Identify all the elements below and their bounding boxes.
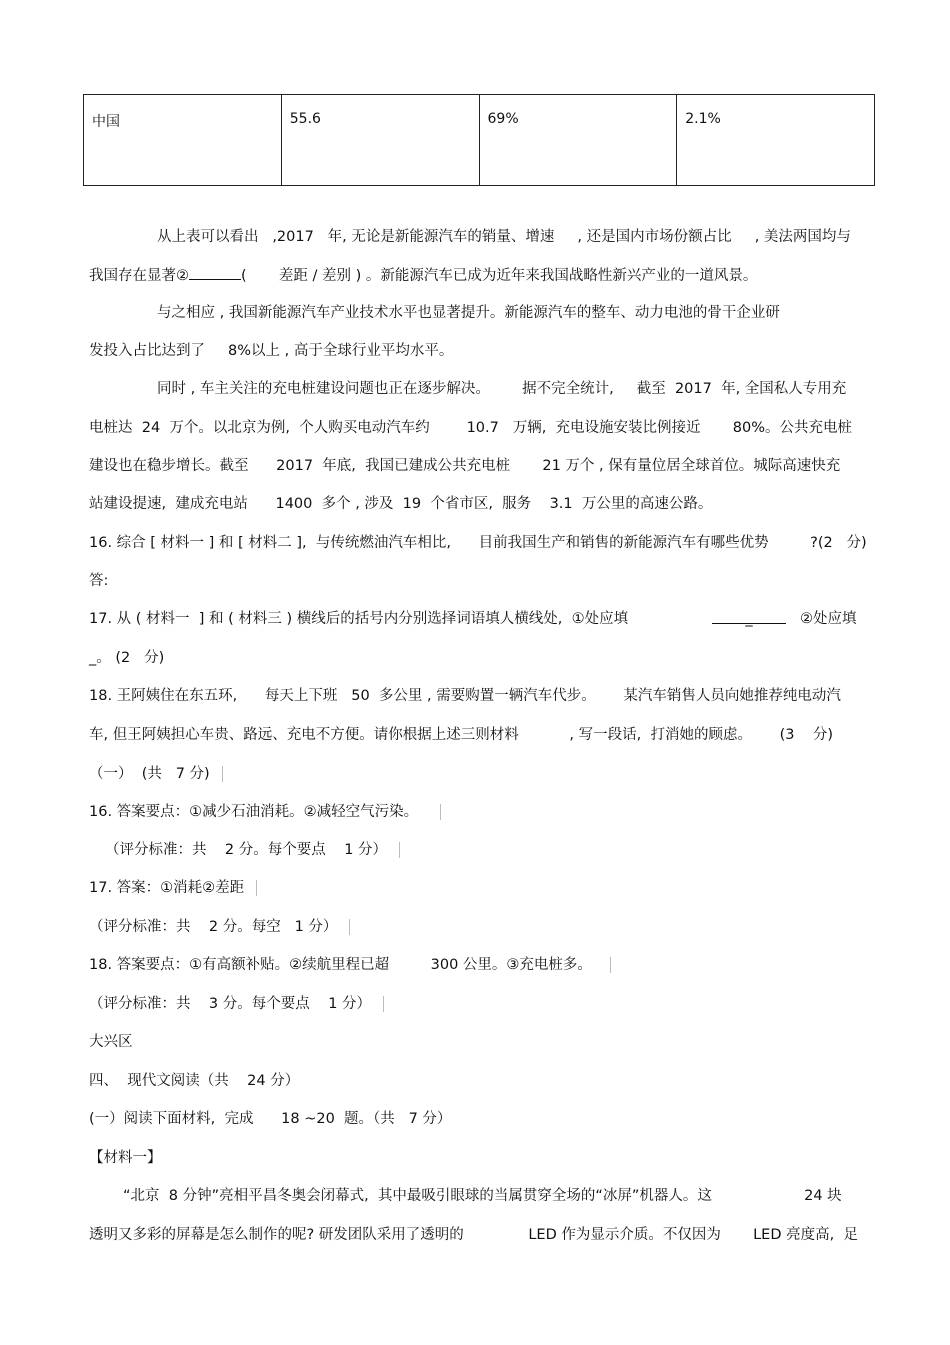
answer-16-text: 16. 答案要点：①减少石油消耗。②减轻空气污染。 (89, 804, 441, 820)
fill-blank (189, 265, 241, 280)
answer-section (89, 764, 223, 784)
answer-18-text: 18. 答案要点：①有高额补贴。②续航里程已超 300 公里。③充电桩多。 (89, 957, 611, 973)
paragraph-line: 站建设提速, 建成充电站 1400 多个 , 涉及 19 个省市区, 服务 3.1 万公里的高速公路。 (89, 496, 713, 512)
table-cell: 55.6 (281, 95, 479, 186)
subsection-heading: (一）阅读下面材料, 完成 18 ~20 题。（共 7 分） (89, 1111, 452, 1127)
question-18: 车, 但王阿姨担心车贵、路远、充电不方便。请你根据上述三则材料 , 写一段话, 打消她的顾虑。 (3 分) (89, 727, 834, 743)
paragraph-line: 与之相应 , 我国新能源汽车产业技术水平也显著提升。新能源汽车的整车、动力电池的骨干企业研 (157, 305, 780, 321)
paragraph-line: “北京 8 分钟”亮相平昌冬奥会闭幕式, 其中最吸引眼球的当属贯穿全场的“冰屏”机器人。这 24 块 (123, 1188, 842, 1204)
answer-18-standard (89, 994, 384, 1014)
material-label: 【材料一】 (89, 1150, 162, 1166)
question-16: 16. 综合 [ 材料一 ] 和 [ 材料二 ], 与传统燃油汽车相比, 目前我国生产和销售的新能源汽车有哪些优势 ?(2 分) (89, 535, 867, 551)
paragraph-line: 同时 , 车主关注的充电桩建设问题也正在逐步解决。 据不完全统计, 截至 2017 年, 全国私人专用充 (157, 381, 847, 397)
answer-16 (89, 802, 441, 822)
answer-17 (89, 878, 257, 898)
answer-section-label: （一） (共 7 分) (89, 766, 223, 782)
district-label: 大兴区 (89, 1034, 133, 1050)
answer-label: 答: (89, 573, 109, 589)
paragraph-text: 我国存在显著② (89, 268, 189, 284)
table-cell: 69% (479, 95, 677, 186)
table-row (84, 95, 875, 186)
paragraph-line: 透明又多彩的屏幕是怎么制作的呢? 研发团队采用了透明的 LED 作为显示介质。不仅因为 LED 亮度高, 足 (89, 1227, 858, 1243)
table-cell: 中国 (84, 95, 282, 186)
fill-blank: _ (712, 609, 786, 629)
paragraph-line: 发投入占比达到了 8%以上 , 高于全球行业平均水平。 (89, 343, 454, 359)
question-18: 18. 王阿姨住在东五环, 每天上下班 50 多公里 , 需要购置一辆汽车代步。 某汽车销售人员向她推荐纯电动汽 (89, 688, 841, 704)
question-17: 17. 从 ( 材料一 ] 和 ( 材料三 ) 横线后的括号内分别选择词语填人横线处, ①处应填 (89, 611, 629, 627)
question-17-part: _。 (2 分) (89, 650, 165, 666)
question-17-part: ②处应填 (800, 611, 857, 627)
paragraph-line: 从上表可以看出 ,2017 年, 无论是新能源汽车的销量、增速 , 还是国内市场份额占比 , 美法两国均与 (157, 229, 851, 245)
table-cell: 2.1% (677, 95, 875, 186)
paragraph-line: 电桩达 24 万个。以北京为例, 个人购买电动汽车约 10.7 万辆, 充电设施安装比例接近 80%。公共充电桩 (89, 420, 853, 436)
paragraph-text: ( 差距 / 差别 ) 。新能源汽车已成为近年来我国战略性新兴产业的一道风景。 (241, 268, 758, 284)
answer-18 (89, 955, 611, 975)
paragraph-line (89, 265, 757, 286)
data-table (83, 94, 875, 186)
section-heading: 四、 现代文阅读（共 24 分） (89, 1073, 300, 1089)
scoring-text: （评分标准：共 3 分。每个要点 1 分） (89, 996, 384, 1012)
answer-16-standard (105, 840, 400, 860)
scoring-text: （评分标准：共 2 分。每个要点 1 分） (105, 842, 400, 858)
scoring-text: （评分标准：共 2 分。每空 1 分） (89, 919, 350, 935)
paragraph-line: 建设也在稳步增长。截至 2017 年底, 我国已建成公共充电桩 21 万个 , 保有量位居全球首位。城际高速快充 (89, 458, 841, 474)
answer-17-standard (89, 917, 350, 937)
answer-17-text: 17. 答案：①消耗②差距 (89, 880, 257, 896)
